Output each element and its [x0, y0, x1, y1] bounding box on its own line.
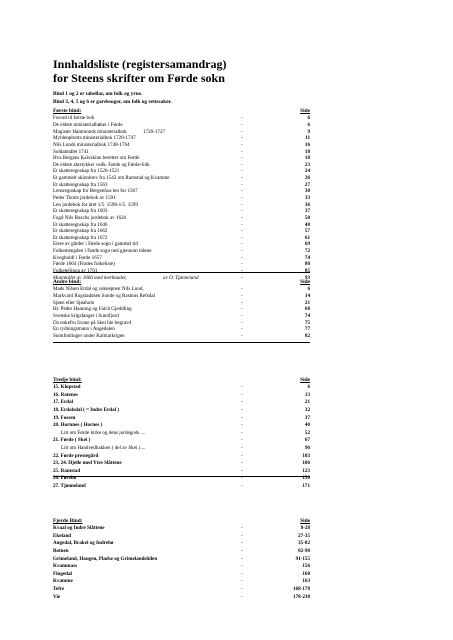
entry-dash: -: [241, 135, 243, 142]
toc-entry: [53, 407, 310, 415]
entry-extra: 1720-1727: [143, 128, 166, 135]
toc-entry: [53, 525, 310, 533]
entry-page-number: 30: [304, 188, 310, 195]
entry-page-number: 33: [304, 194, 310, 201]
entry-title: Et skatteregnskap fra 1563: [53, 181, 108, 188]
entry-title: Fogd Nils Buschs jordebok av 1626: [53, 214, 127, 221]
toc-entry: [53, 468, 310, 476]
toc-entry: [53, 155, 310, 162]
title-line-1: Innhaldsliste (registersamandrag): [53, 57, 227, 71]
toc-entry: [53, 195, 310, 202]
entry-dash: -: [241, 161, 243, 168]
entry-title: Botnen: [53, 548, 69, 555]
entry-dash: -: [241, 570, 243, 577]
section-first-volume: [53, 108, 310, 281]
entry-page-number: 37: [304, 414, 310, 421]
entry-title: Flugedal: [53, 570, 72, 577]
entry-dash: -: [241, 214, 243, 221]
entry-dash: -: [241, 261, 243, 268]
entry-dash: -: [241, 332, 243, 339]
entry-dash: -: [241, 188, 243, 195]
entry-page-number: 23: [304, 161, 310, 168]
entry-title: Kvegholdl i Førde 1657: [53, 254, 102, 261]
entry-dash: -: [241, 312, 243, 319]
entry-title: Hva Bergens Kalvskinn beretter om Førde: [53, 155, 140, 162]
entry-title: 16. Rotenes: [53, 391, 78, 398]
entry-page-number: 11: [305, 135, 310, 142]
intro-line-1: Bind 1 og 2 er tabellar, om folk og yrne.: [53, 91, 143, 97]
entry-title: Nils Lunds ministerialbok 1748-1764: [53, 141, 130, 148]
toc-entry: [53, 483, 310, 491]
entry-dash: -: [241, 563, 243, 570]
entry-title: Da enkefru Svane på Skei ble begravd: [53, 319, 132, 326]
entry-dash: -: [241, 555, 243, 562]
entry-title: Et skatteregnskap fra 1672: [53, 234, 108, 241]
entry-page-number: 160: [302, 570, 310, 577]
entry-title: Folketeljinga av 1701: [53, 268, 98, 275]
entry-title: 27. Tjønneland: [53, 483, 86, 490]
entry-dash: -: [241, 422, 243, 429]
entry-dash: -: [241, 483, 243, 490]
toc-entry: [53, 578, 310, 586]
page-column-header: Side: [300, 108, 310, 114]
entry-title: 25. Ramstad: [53, 467, 81, 474]
entry-dash: -: [241, 234, 243, 241]
page-column-header: Side: [300, 279, 310, 285]
entry-title: Grimeland, Haugen, Pladse og Grimelandshilen: [53, 555, 158, 562]
entry-title: Litt om Førde kirke og dens jordegods ....: [61, 429, 146, 436]
section-second-volume: [53, 279, 310, 339]
entry-page-number: 40: [304, 422, 310, 429]
entry-dash: -: [241, 292, 243, 299]
entry-title: Eiere av gårder i Førde sogn i gammel tid: [53, 241, 138, 248]
entry-title: Førde 1664 (Fmdes folkeliste): [53, 261, 115, 268]
entry-page-number: 50: [304, 214, 310, 221]
entry-title: De eldste aktstykker vedk. Førde og Førde-folk: [53, 161, 150, 168]
toc-entry: [53, 392, 310, 400]
entry-dash: -: [241, 208, 243, 215]
entry-page-number: 6: [307, 121, 310, 128]
entry-page-number: 24: [304, 168, 310, 175]
toc-entry: [53, 594, 310, 602]
page-column-header: Side: [300, 377, 310, 383]
entry-dash: -: [241, 241, 243, 248]
entry-dash: -: [241, 228, 243, 235]
entry-dash: -: [241, 181, 243, 188]
entry-page-number: 82-90: [298, 548, 310, 555]
entry-dash: -: [241, 445, 243, 452]
toc-entry: [53, 241, 310, 248]
entry-dash: -: [241, 384, 243, 391]
section-divider: [53, 342, 310, 343]
toc-entry: [53, 248, 310, 255]
entry-dash: -: [241, 194, 243, 201]
entry-page-number: 178-230: [293, 593, 310, 600]
entry-page-number: 32: [304, 407, 310, 414]
entry-title: Forord til første bok: [53, 115, 95, 122]
section-title: Første bind:: [53, 108, 82, 114]
entry-dash: -: [241, 286, 243, 293]
title-line-2: for Steens skrifter om Førde sokn: [53, 71, 225, 85]
toc-entry: [53, 149, 310, 156]
entry-dash: -: [241, 168, 243, 175]
entry-page-number: 69: [304, 241, 310, 248]
section-divider: [53, 272, 310, 273]
section-heading: [53, 279, 310, 286]
entry-title: Folkemengden i Førde sogn ned gjennom tidene: [53, 248, 152, 255]
entry-dash: -: [241, 437, 243, 444]
toc-entry: [53, 533, 310, 541]
entry-title: Svenske krigsfanger i Sunnfjord: [53, 312, 119, 319]
entry-page-number: 85: [304, 268, 310, 275]
entry-page-number: 93: [304, 274, 310, 281]
entry-title: Tefre: [53, 586, 65, 593]
entry-dash: -: [241, 121, 243, 128]
entry-dash: -: [241, 548, 243, 555]
entry-title: Sunnfonlinger under Kalmarkrigen: [53, 332, 125, 339]
entry-page-number: 80: [304, 261, 310, 268]
entry-page-number: 36: [304, 201, 310, 208]
entry-title: Litt om Handvedhakken ( del av Skei )....: [61, 445, 146, 452]
entry-dash: -: [241, 268, 243, 275]
entry-title: 20. Hornnes ( Hornes ): [53, 422, 103, 429]
entry-page-number: 150: [302, 475, 310, 482]
entry-dash: -: [241, 299, 243, 306]
entry-dash: -: [241, 148, 243, 155]
entry-title: Et skatteregnskap fra 1646: [53, 221, 108, 228]
entry-dash: -: [241, 175, 243, 182]
entry-title: Peder Thotts jordebok av 1591: [53, 194, 116, 201]
entry-title: Kvaal og Indre Slåttene: [53, 525, 105, 532]
entry-dash: -: [241, 475, 243, 482]
entry-dash: -: [241, 578, 243, 585]
entry-dash: -: [241, 319, 243, 326]
entry-title: 23, 24. Hjelle med Ytre Slåttene: [53, 460, 122, 467]
entry-page-number: 6: [307, 286, 310, 293]
toc-entry: [53, 384, 310, 392]
toc-entry: [53, 586, 310, 594]
entry-page-number: 18: [304, 148, 310, 155]
toc-entry: [53, 228, 310, 235]
entry-dash: -: [241, 201, 243, 208]
toc-entry: [53, 306, 310, 313]
entry-page-number: 156: [302, 563, 310, 570]
entry-page-number: 27-35: [298, 532, 310, 539]
entry-title: 15. Klopstad: [53, 384, 81, 391]
entry-page-number: 171: [302, 483, 310, 490]
entry-page-number: 168-178: [293, 586, 310, 593]
entry-page-number: 75: [304, 319, 310, 326]
entry-dash: -: [241, 141, 243, 148]
entry-page-number: 48: [304, 221, 310, 228]
section-title: Tredje bind:: [53, 377, 82, 383]
entry-page-number: 57: [304, 228, 310, 235]
entry-page-number: 106: [302, 460, 310, 467]
intro-line-2: Bind 3, 4, 5 og 6 er gardssoger, om folk og rettssaker.: [53, 98, 172, 105]
section-title: Fjerde Bind:: [53, 518, 83, 524]
entry-dash: -: [241, 326, 243, 333]
entry-dash: -: [241, 155, 243, 162]
entry-page-number: 37: [304, 208, 310, 215]
entry-page-number: 18: [304, 155, 310, 162]
entry-dash: -: [241, 407, 243, 414]
toc-entry: [53, 215, 310, 222]
entry-page-number: 123: [302, 467, 310, 474]
toc-entry: [53, 540, 310, 548]
toc-entry: [53, 175, 310, 182]
entry-page-number: 74: [304, 254, 310, 261]
entry-title: 21. Førde ( Skei ): [53, 437, 91, 444]
entry-dash: -: [241, 115, 243, 122]
entry-page-number: 68: [304, 306, 310, 313]
toc-entry: [53, 122, 310, 129]
entry-dash: -: [241, 399, 243, 406]
toc-entry: [53, 286, 310, 293]
entry-dash: -: [241, 586, 243, 593]
entry-page-number: 35-82: [298, 540, 310, 547]
entry-page-number: 82: [304, 332, 310, 339]
entry-dash: -: [241, 248, 243, 255]
entry-title: Markvard Rogstaddsen Sunde og Rasmus Refsdal: [53, 292, 156, 299]
toc-entry: [53, 261, 310, 268]
entry-dash: -: [241, 460, 243, 467]
toc-entry: [53, 563, 310, 571]
section-fourth-volume: [53, 518, 310, 601]
entry-title: Ekeland: [53, 532, 72, 539]
entry-title: En rydningsmann i Angedalen: [53, 326, 115, 333]
toc-entry: [53, 313, 310, 320]
entry-page-number: 67: [304, 437, 310, 444]
entry-title: Angedal, Brakei og Indrebø: [53, 540, 114, 547]
entry-page-number: 61: [304, 234, 310, 241]
entry-page-number: 9: [307, 128, 310, 135]
section-heading: [53, 377, 310, 384]
toc-entry: [53, 571, 310, 579]
entry-title: Vie: [53, 593, 61, 600]
entry-title: 19. Fossen: [53, 414, 76, 421]
entry-page-number: 16: [304, 141, 310, 148]
intro-text: [53, 91, 172, 106]
entry-title: Sjøen eller Sjøaholo: [53, 299, 95, 306]
entry-dash: -: [241, 254, 243, 261]
toc-entry: [53, 300, 310, 307]
entry-page-number: 14: [304, 292, 310, 299]
toc-entry: [53, 548, 310, 556]
entry-title: De eldste ministerialbøker i Førde: [53, 121, 123, 128]
entry-dash: -: [241, 525, 243, 532]
entry-dash: -: [241, 306, 243, 313]
page-column-header: Side: [300, 518, 310, 524]
entry-dash: -: [241, 540, 243, 547]
entry-page-number: 52: [304, 429, 310, 436]
toc-entry: [53, 129, 310, 136]
entry-page-number: 26: [304, 175, 310, 182]
entry-page-number: 13: [304, 391, 310, 398]
toc-entry: [53, 188, 310, 195]
entry-title: Soldatmålet 1741: [53, 148, 89, 155]
entry-page-number: 91-155: [295, 555, 310, 562]
entry-title: 18. Erdalsdal ( = Indre Erdal ): [53, 407, 120, 414]
entry-title: Magister Hammonds ministerialbok: [53, 128, 127, 135]
entry-dash: -: [241, 391, 243, 398]
entry-dash: -: [241, 414, 243, 421]
entry-page-number: 103: [302, 452, 310, 459]
toc-entry: [53, 399, 310, 407]
toc-entry: [53, 293, 310, 300]
entry-title: Mads Nilsen Erdal og sokneprest Nils Lund,: [53, 286, 144, 293]
toc-entry: [53, 135, 310, 142]
entry-page-number: 8-28: [300, 525, 310, 532]
entry-dash: -: [241, 532, 243, 539]
entry-extra: av O. Tjønneland: [163, 274, 199, 281]
entry-page-number: 72: [304, 248, 310, 255]
entry-title: Et skatteregnskap fra 1662: [53, 228, 108, 235]
section-title: Andre bind:: [53, 279, 82, 285]
toc-entry: [53, 115, 310, 122]
entry-title: Len jordebok for året 1/5. 1598-1/5. 1599: [53, 201, 138, 208]
entry-dash: -: [241, 128, 243, 135]
entry-title: Et skatteregnskap fra 1520-1521: [53, 168, 120, 175]
toc-entry: [53, 422, 310, 430]
toc-entry: [53, 208, 310, 215]
section-divider: [53, 476, 310, 477]
entry-dash: -: [241, 221, 243, 228]
entry-dash: -: [241, 467, 243, 474]
entry-title: Et gammelt skinnbrev fra 1542 om Ramstad og Kvamme: [53, 175, 170, 182]
toc-entry: [53, 142, 310, 149]
entry-page-number: 6: [307, 384, 310, 391]
toc-entry: [53, 445, 310, 453]
entry-dash: -: [241, 452, 243, 459]
entry-title: 26. Førebø: [53, 475, 77, 482]
toc-entry: [53, 437, 310, 445]
toc-entry: [53, 320, 310, 327]
entry-page-number: 74: [304, 312, 310, 319]
entry-dash: -: [241, 429, 243, 436]
entry-title: 22. Førde prestegård: [53, 452, 99, 459]
entry-dash: -: [241, 274, 243, 281]
entry-page-number: 96: [304, 445, 310, 452]
entry-title: Kvammass: [53, 563, 78, 570]
toc-entry: [53, 430, 310, 438]
entry-dash: -: [241, 593, 243, 600]
entry-title: 17. Erdal: [53, 399, 74, 406]
toc-entry: [53, 556, 310, 564]
entry-page-number: 27: [304, 181, 310, 188]
entry-title: Kvamme: [53, 578, 73, 585]
entry-page-number: 77: [304, 326, 310, 333]
entry-page-number: 21: [304, 399, 310, 406]
toc-entry: [53, 333, 310, 340]
entry-page-number: 6: [307, 115, 310, 122]
toc-entry: [53, 326, 310, 333]
entry-title: Lensregnskap for Bergenhus len for 1567: [53, 188, 138, 195]
entry-title: Manntallet av 1666 med merknader,: [53, 274, 127, 281]
toc-entry: [53, 460, 310, 468]
entry-page-number: 163: [302, 578, 310, 585]
document-title: [53, 57, 373, 85]
entry-title: Myhlenphorts ministerialbok 1728-1747: [53, 135, 136, 142]
entry-title: Hr. Peder Hanning og Falch Gjeddling: [53, 306, 132, 313]
section-third-volume: [53, 377, 310, 491]
entry-page-number: 21: [304, 299, 310, 306]
entry-title: Et skatteregnskap fra 1603: [53, 208, 108, 215]
